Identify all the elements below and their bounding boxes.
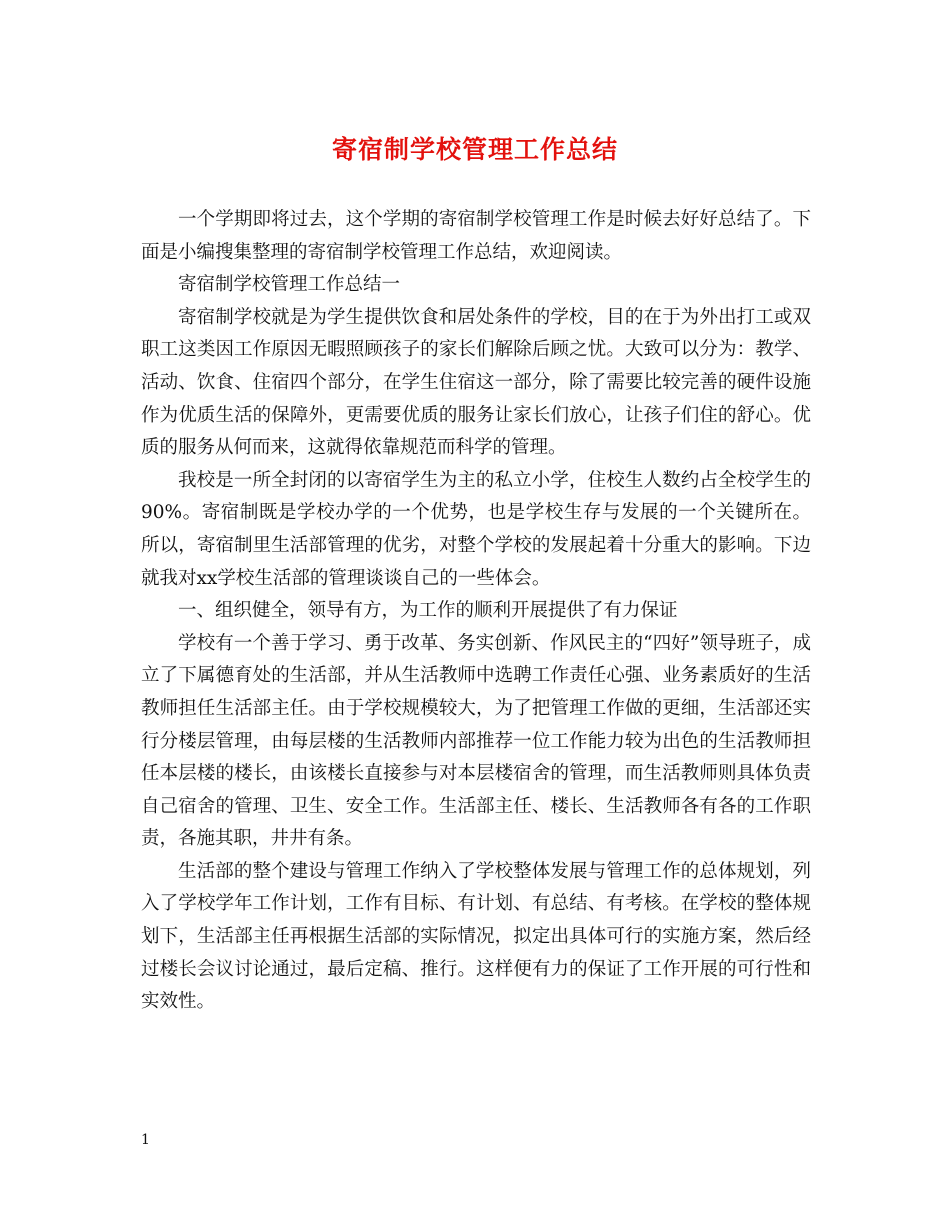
- document-title: 寄宿制学校管理工作总结: [331, 135, 618, 164]
- paragraph-boarding-school-definition: 寄宿制学校就是为学生提供饮食和居处条件的学校，目的在于为外出打工或双职工这类因工作原因无暇照顾孩子的家长们解除后顾之忧。大致可以分为：教学、活动、饮食、住宿四个部分，在学生住宿这一部分，除了需要比较完善的硬件设施作为优质生活的保障外，更需要优质的服务让家长们放心，让孩子们住的舒心。优质的服务从何而来，这就得依靠规范而科学的管理。: [141, 306, 811, 459]
- paragraph-leadership: 学校有一个善于学习、勇于改革、务实创新、作风民主的“四好”领导班子，成立了下属德育处的生活部，并从生活教师中选聘工作责任心强、业务素质好的生活教师担任生活部主任。由于学校规模较大，为了把管理工作做的更细，生活部还实行分楼层管理，由每层楼的生活教师内部推荐一位工作能力较为出色的生活教师担任本层楼的楼长，由该楼长直接参与对本层楼宿舍的管理，而生活教师则具体负责自己宿舍的管理、卫生、安全工作。生活部主任、楼长、生活教师各有各的工作职责，各施其职，井井有条。: [141, 632, 811, 850]
- section-heading-organization: 一、组织健全，领导有方，为工作的顺利开展提供了有力保证: [178, 600, 678, 622]
- paragraph-planning: 生活部的整个建设与管理工作纳入了学校整体发展与管理工作的总体规划，列入了学校学年工作计划，工作有目标、有计划、有总结、有考核。在学校的整体规划下，生活部主任再根据生活部的实际情况，拟定出具体可行的实施方案，然后经过楼长会议讨论通过，最后定稿、推行。这样便有力的保证了工作开展的可行性和实效性。: [141, 860, 811, 1013]
- section-heading-summary-one: 寄宿制学校管理工作总结一: [178, 274, 401, 296]
- document-body: [141, 204, 811, 1019]
- page-number: 1: [141, 1132, 150, 1148]
- paragraph-our-school: 我校是一所全封闭的以寄宿学生为主的私立小学，住校生人数约占全校学生的90%。寄宿制既是学校办学的一个优势，也是学校生存与发展的一个关键所在。所以，寄宿制里生活部管理的优劣，对整个学校的发展起着十分重大的影响。下边就我对xx学校生活部的管理谈谈自己的一些体会。: [141, 469, 811, 589]
- paragraph-intro: 一个学期即将过去，这个学期的寄宿制学校管理工作是时候去好好总结了。下面是小编搜集整理的寄宿制学校管理工作总结，欢迎阅读。: [141, 209, 811, 263]
